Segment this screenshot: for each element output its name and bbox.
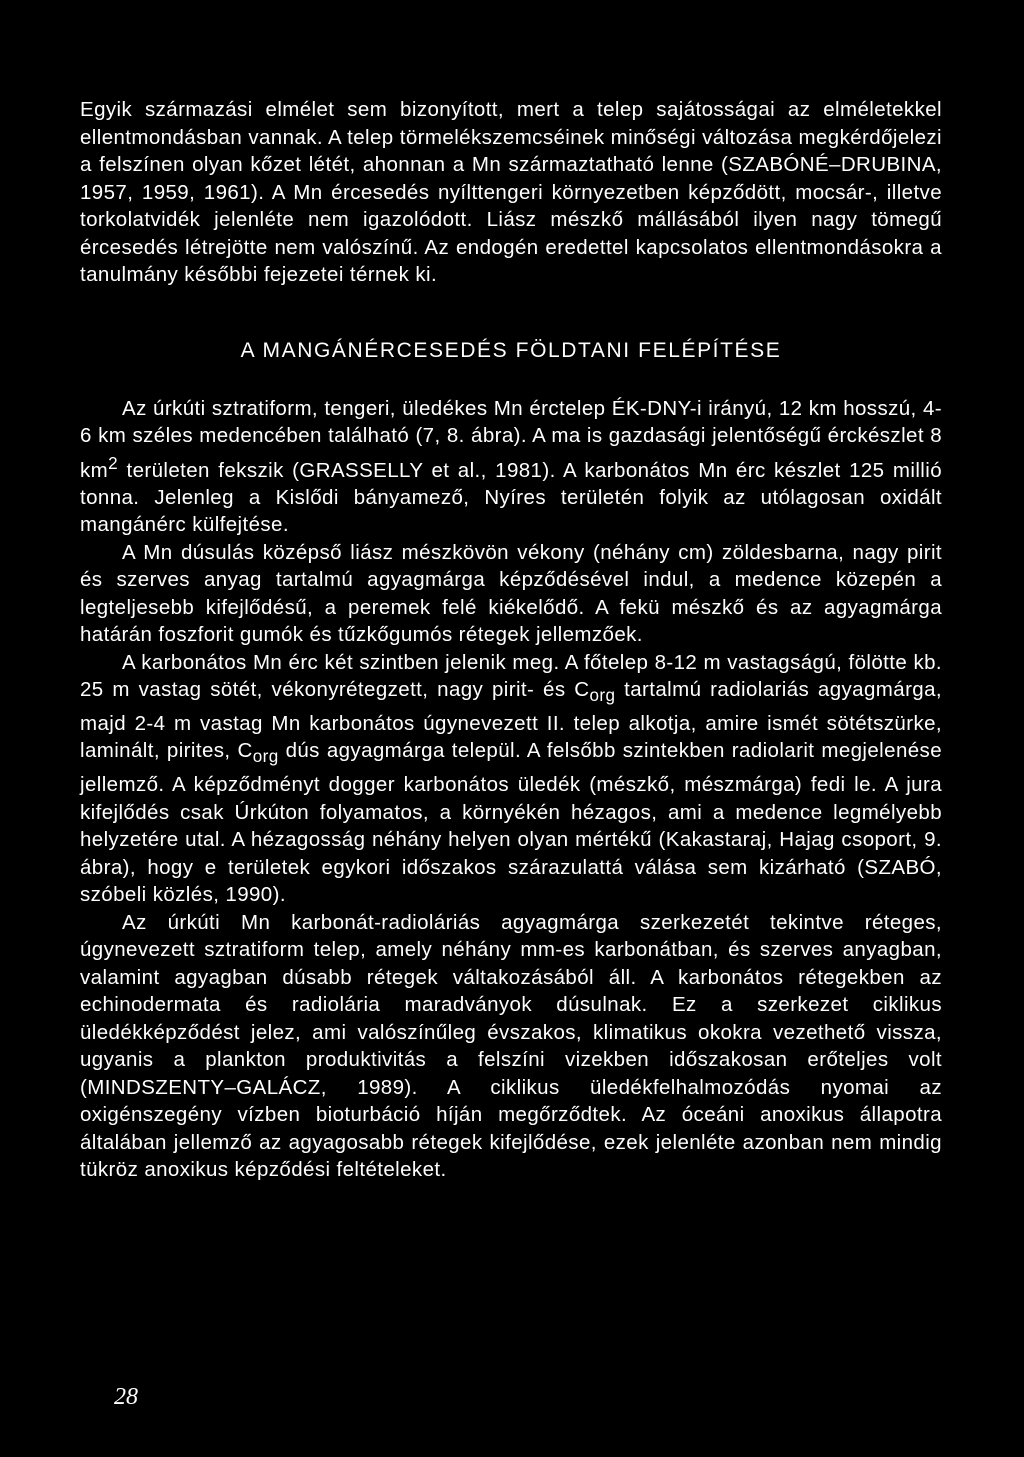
subscript-org-2: org xyxy=(252,747,279,767)
section-heading: A MANGÁNÉRCESEDÉS FÖLDTANI FELÉPÍTÉSE xyxy=(240,338,782,362)
intro-paragraph: Egyik származási elmélet sem bizonyított, mert a telep sajátosságai az elméletekkel ellentmondásban vannak. A telep törmelékszemcséinek minőségi változása megkérdőjelezi a felszínen olyan kőzet létét, ahonnan a Mn származtatható lenne (SZABÓNÉ–DRUBINA, 1957, 1959, 1961). A Mn ércesedés nyílttengeri környezetben képződött, mocsár-, illetve torkolatvidék jelenléte nem igazolódott. Liász mészkő mállásából ilyen nagy tömegű ércesedés létrejötte nem valószínű. Az endogén eredettel kapcsolatos ellentmondásokra a tanulmány későbbi fejezetei térnek ki. xyxy=(80,98,942,286)
paragraph-1 xyxy=(80,395,942,539)
page-text xyxy=(80,96,942,1184)
paragraph-3-text-b: tartalmú radiolariás agyagmárga, majd 2-4 m vastag Mn karbonátos úgynevezett II. telep alkotja, amire ismét sötétszürke, laminált, pirites, C xyxy=(80,678,942,763)
paragraph-3 xyxy=(80,649,942,909)
spacer xyxy=(80,289,942,337)
paragraph-4: Az úrkúti Mn karbonát-radioláriás agyagmárga szerkezetét tekintve réteges, úgynevezett sztratiform telep, amely néhány mm-es karbonátban, és szerves anyagban, valamint agyagban dúsabb rétegek váltakozásából áll. A karbonátos rétegekben az echinodermata és radiolária maradványok dúsulnak. Ez a szerkezet ciklikus üledékképződést jelez, ami valószínűleg évszakos, klimatikus okokra vezethető vissza, ugyanis a plankton produktivitás a felszíni vizekben időszakosan erőteljes volt (MINDSZENTY–GALÁCZ, 1989). A ciklikus üledékfelhalmozódás nyomai az oxigénszegény vízben bioturbáció híján megőrződtek. Az óceáni anoxikus állapotra általában jellemző az agyagosabb rétegek kifejlődése, ezek jelenléte azonban nem mindig tükröz anoxikus képződési feltételeket. xyxy=(80,910,942,1182)
paragraph-3-text-c: dús agyagmárga települ. A felsőbb szintekben radiolarit megjelenése jellemző. A képződményt dogger karbonátos üledék (mészkő, mészmárga) fedi le. A jura kifejlődés csak Úrkúton folyamatos, a környékén hézagos, ami a medence legmélyebb helyzetére utal. A hézagosság néhány helyen olyan mértékű (Kakastaraj, Hajag csoport, 9. ábra), hogy e területek egykori időszakos szárazulattá válása sem kizárható (SZABÓ, szóbeli közlés, 1990). xyxy=(80,739,942,907)
paragraph-3-text-a: A karbonátos Mn érc két szintben jelenik meg. A főtelep 8-12 m vastagságú, fölötte kb. 25 m vastag sötét, vékonyrétegzett, nagy pirit- és C xyxy=(80,650,942,702)
page-number: 28 xyxy=(114,1384,138,1410)
paragraph-1-text-b: területen fekszik (GRASSELLY et al., 1981). A karbonátos Mn érc készlet 125 millió tonna. Jelenleg a Kislődi bányamező, Nyíres területén folyik az utólagosan oxidált mangánérc külfejtése. xyxy=(80,458,942,537)
superscript-2: 2 xyxy=(108,453,119,473)
paragraph-2: A Mn dúsulás középső liász mészkövön vékony (néhány cm) zöldesbarna, nagy pirit és szerves anyag tartalmú agyagmárga képződésével indul, a medence közepén a legteljesebb kifejlődésű, a peremek felé kiékelődő. A fekü mészkő és az agyagmárga határán foszforit gumók és tűzkőgumós rétegek jellemzőek. xyxy=(80,540,942,647)
paragraph-1-text-a: Az úrkúti sztratiform, tengeri, üledékes Mn érctelep ÉK-DNY-i irányú, 12 km hosszú, 4-6 km széles medencében található (7, 8. ábra). A ma is gazdasági jelentőségű érckészlet 8 km xyxy=(80,396,942,482)
spacer xyxy=(80,365,942,395)
subscript-org-1: org xyxy=(589,686,616,706)
